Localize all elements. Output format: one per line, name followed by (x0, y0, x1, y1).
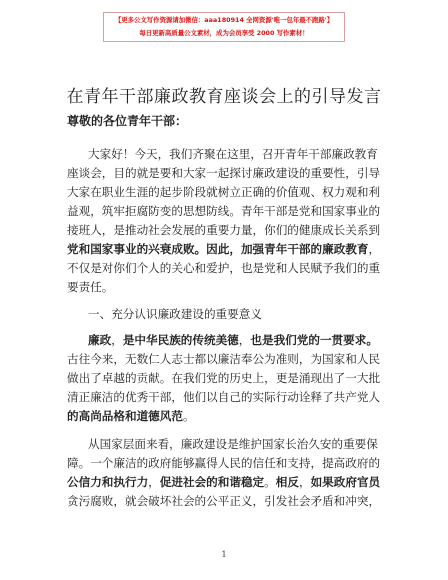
bold-phrase: 也是我们党的一贯要求 (250, 333, 367, 347)
punctuation: ， (368, 242, 381, 256)
punctuation: 。 (182, 409, 195, 423)
punctuation: ， (298, 475, 311, 489)
paragraph-line: 接班人，是推动社会发展的重要力量，你们的健康成长关系到 (67, 223, 381, 237)
salutation: 尊敬的各位青年干部： (67, 114, 188, 128)
paragraph-line: 做出了卓越的贡献。在我们党的历史上，更是涌现出了一大批 (67, 371, 381, 385)
page-number: 1 (221, 550, 227, 559)
paragraph-line: 障。一个廉洁的政府能够赢得人民的信任和支持，提高政府的 (67, 456, 381, 470)
banner-line-2: 每日更新高质量公文素材，成为会员享受 2000 写作素材！ (139, 29, 309, 37)
punctuation: ， (148, 475, 160, 489)
punctuation: 。 (264, 475, 276, 489)
bold-phrase: 相反 (275, 475, 299, 489)
document-title: 在青年干部廉政教育座谈会上的引导发言 (66, 87, 382, 107)
paragraph-line: 从国家层面来看，廉政建设是维护国家长治久安的重要保 (88, 437, 378, 451)
paragraph-line: 座谈会，目的就是要和大家一起探讨廉政建设的重要性，引导 (67, 166, 381, 180)
paragraph-line: 清正廉洁的优秀干部，他们以自己的实际行动诠释了共产党人 (67, 390, 381, 404)
paragraph-line: 要责任。 (67, 280, 114, 294)
paragraph-line: 贪污腐败，就会破坏社会的公平正义，引发社会矛盾和冲突， (67, 494, 381, 508)
punctuation: ， (238, 333, 251, 347)
bold-phrase: 廉政 (88, 333, 112, 347)
paragraph-line (67, 408, 397, 424)
bold-phrase: 党和国家事业的兴衰成败 (67, 242, 195, 256)
section-heading: 一、充分认识廉政建设的重要意义 (88, 307, 262, 321)
bold-phrase: 加强青年干部的廉政教育 (240, 242, 369, 256)
punctuation: ， (111, 333, 123, 347)
paragraph-line: 不仅是对你们个人的关心和爱护，也是党和人民赋予我们的重 (67, 261, 381, 275)
bold-phrase: 公信力和执行力 (67, 475, 149, 489)
paragraph-line: 大家好！今天，我们齐聚在这里，召开青年干部廉政教育 (88, 147, 378, 161)
paragraph-line (67, 241, 397, 257)
punctuation: 。因此， (194, 242, 241, 256)
bold-phrase: 是中华民族的传统美德 (122, 333, 239, 347)
paragraph-line (67, 474, 397, 490)
bold-phrase: 促进社会的和谐稳定 (159, 475, 265, 489)
paragraph-line (88, 332, 418, 348)
bold-phrase: 的高尚品格和道德风范 (67, 409, 183, 423)
paragraph-line: 大家在职业生涯的起步阶段就树立正确的价值观、权力观和利 (67, 185, 381, 199)
banner-line-1: 【更多公文写作资源请加微信：aaa180914 全网资源'唯一包年最不跑路'】 (114, 16, 334, 24)
paragraph-line: 益观，筑牢拒腐防变的思想防线。青年干部是党和国家事业的 (67, 204, 381, 218)
paragraph-line: 古往今来，无数仁人志士都以廉洁奉公为准则，为国家和人民 (67, 352, 381, 366)
bold-phrase: 如果政府官员 (310, 475, 381, 489)
promo-banner (103, 12, 345, 42)
punctuation: 。 (366, 333, 378, 347)
